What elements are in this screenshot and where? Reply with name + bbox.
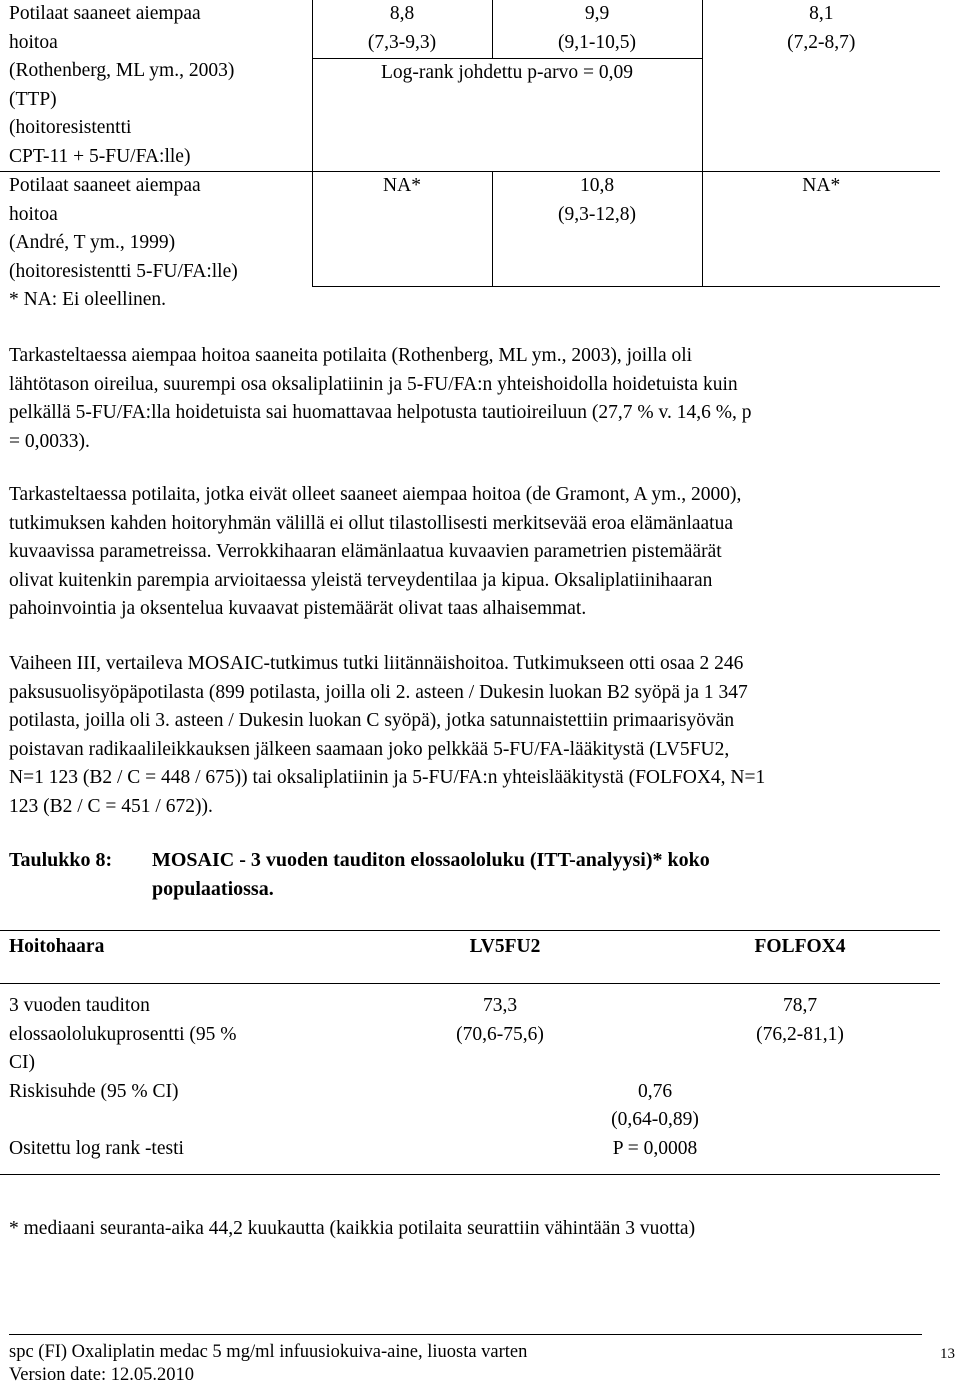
cell-ci: (9,3-12,8) <box>558 203 636 225</box>
cell-value: 73,3 <box>482 995 518 1016</box>
text-line: tutkimuksen kahden hoitoryhmän välillä ei ollut tilastollisesti merkitsevää eroa elämänlaatua <box>9 512 734 534</box>
header-hoitohaara: Hoitohaara <box>0 931 350 984</box>
label-line: (André, T ym., 1999) <box>9 232 176 253</box>
row-label-logrank: Ositettu log rank -testi <box>0 1135 350 1175</box>
cell-ci: (7,3-9,3) <box>367 31 437 53</box>
text-line: = 0,0033). <box>9 430 90 452</box>
cell-rothenberg-col3 <box>702 0 940 172</box>
cell-value: 10,8 <box>579 175 615 196</box>
cell-dfs-lv5fu2 <box>350 984 640 1078</box>
text-line: Vaiheen III, vertaileva MOSAIC-tutkimus tutki liitännäishoitoa. Tutkimukseen otti osaa 2 246 <box>9 653 744 674</box>
text-line: 123 (B2 / C = 451 / 672)). <box>9 795 213 817</box>
row-label-dfs <box>0 984 350 1078</box>
cell-logrank-value: P = 0,0008 <box>350 1135 940 1175</box>
text-line: lähtötason oireilua, suurempi osa oksaliplatiinin ja 5-FU/FA:n yhteishoidolla hoidetuista kuin <box>9 373 738 395</box>
efficacy-table-continued <box>0 0 940 287</box>
label-line: (hoitoresistentti <box>9 117 132 138</box>
text-line: poistavan radikaalileikkauksen jälkeen saamaan joko pelkkää 5-FU/FA-lääkitystä (LV5FU2, <box>9 738 730 760</box>
paragraph-mosaic <box>9 650 944 821</box>
footer-version-date: Version date: 12.05.2010 <box>9 1365 194 1385</box>
table1-footnote: * NA: Ei oleellinen. <box>9 289 167 310</box>
cell-andre-col1: NA* <box>312 172 492 287</box>
text-line: Tarkasteltaessa potilaita, jotka eivät olleet saaneet aiempaa hoitoa (de Gramont, A ym., 2000), <box>9 484 742 505</box>
text-line: pahoinvointia ja oksentelua kuvaavat pistemäärät olivat taas alhaisemmat. <box>9 598 587 619</box>
paragraph-de-gramont <box>9 481 944 624</box>
text-line: kuvaavissa parametreissa. Verrokkihaaran elämänlaatua kuvaavien parametrien pistemäärät <box>9 541 722 562</box>
cell-value: 0,76 <box>637 1080 673 1102</box>
cell-rothenberg-col1 <box>312 0 492 58</box>
cell-ci: (70,6-75,6) <box>456 1023 544 1045</box>
cell-ci: (9,1-10,5) <box>558 31 636 53</box>
paragraph-rothenberg <box>9 342 944 456</box>
label-line: hoitoa <box>9 31 58 53</box>
text-line: Tarkasteltaessa aiempaa hoitoa saaneita potilaita (Rothenberg, ML ym., 2003), joilla oli <box>9 345 693 366</box>
table-title <box>152 846 872 903</box>
label-line: hoitoa <box>9 203 58 225</box>
row-label-rothenberg <box>0 0 312 172</box>
text-line: pelkällä 5-FU/FA:lla hoidetuista sai huomattavaa helpotusta tautioireiluun (27,7 % v. 14,6 %, p <box>9 402 752 423</box>
label-line: CI) <box>9 1052 35 1073</box>
row-label-hr: Riskisuhde (95 % CI) <box>9 1080 179 1102</box>
label-line: Potilaat saaneet aiempaa <box>9 3 201 24</box>
cell-dfs-folfox4 <box>640 984 940 1078</box>
table-row <box>0 984 940 1078</box>
label-line: (TTP) <box>9 88 57 110</box>
label-line: Potilaat saaneet aiempaa <box>9 175 201 196</box>
label-line: (hoitoresistentti 5-FU/FA:lle) <box>9 260 238 282</box>
footer-divider <box>9 1334 922 1335</box>
caption-line: populaatiossa. <box>152 877 274 900</box>
cell-rothenberg-col2 <box>492 0 702 58</box>
cell-value: 78,7 <box>782 995 818 1016</box>
cell-andre-col3: NA* <box>702 172 940 287</box>
table-row <box>0 1078 940 1135</box>
text-line: potilasta, joilla oli 3. asteen / Dukesin luokan C syöpä), jotka satunnaistettiin primaarisyövän <box>9 710 735 731</box>
table-header-row <box>0 931 940 984</box>
cell-value: 8,8 <box>389 3 415 24</box>
cell-andre-col2 <box>492 172 702 287</box>
label-line: elossaololukuprosentti (95 % <box>9 1023 237 1045</box>
table-number: Taulukko 8: <box>9 849 113 871</box>
cell-ci: (0,64-0,89) <box>611 1109 699 1130</box>
cell-value: 8,1 <box>809 3 834 24</box>
cell-hr-value <box>350 1078 940 1135</box>
page-number: 13 <box>940 1346 955 1362</box>
label-line: (Rothenberg, ML ym., 2003) <box>9 60 235 81</box>
text-line: paksusuolisyöpäpotilasta (899 potilasta, joilla oli 2. asteen / Dukesin luokan B2 syöpä ja 1 347 <box>9 681 748 703</box>
row-label-andre <box>0 172 312 287</box>
label-line: CPT-11 + 5-FU/FA:lle) <box>9 145 191 167</box>
mosaic-table <box>0 930 940 1175</box>
caption-line: MOSAIC - 3 vuoden tauditon elossaololuku (ITT-analyysi)* koko <box>152 849 710 871</box>
cell-ci: (76,2-81,1) <box>756 1023 844 1045</box>
table2-footnote: * mediaani seuranta-aika 44,2 kuukautta (kaikkia potilaita seurattiin vähintään 3 vuotta) <box>9 1218 696 1239</box>
cell-value: 9,9 <box>584 3 610 24</box>
label-line: 3 vuoden tauditon <box>9 995 150 1016</box>
text-line: olivat kuitenkin parempia arvioitaessa yleistä terveydentilaa ja kipua. Oksaliplatiinihaaran <box>9 569 713 591</box>
header-folfox4: FOLFOX4 <box>640 931 940 984</box>
cell-ci: (7,2-8,7) <box>787 31 856 53</box>
logrank-p-value: Log-rank johdettu p-arvo = 0,09 <box>312 58 702 171</box>
footer-product-name: spc (FI) Oxaliplatin medac 5 mg/ml infuusiokuiva-aine, liuosta varten <box>9 1342 528 1362</box>
table-row <box>0 1135 940 1175</box>
text-line: N=1 123 (B2 / C = 448 / 675)) tai oksaliplatiinin ja 5-FU/FA:n yhteislääkitystä (FOLFOX4, N=1 <box>9 767 766 788</box>
header-lv5fu2: LV5FU2 <box>350 931 640 984</box>
